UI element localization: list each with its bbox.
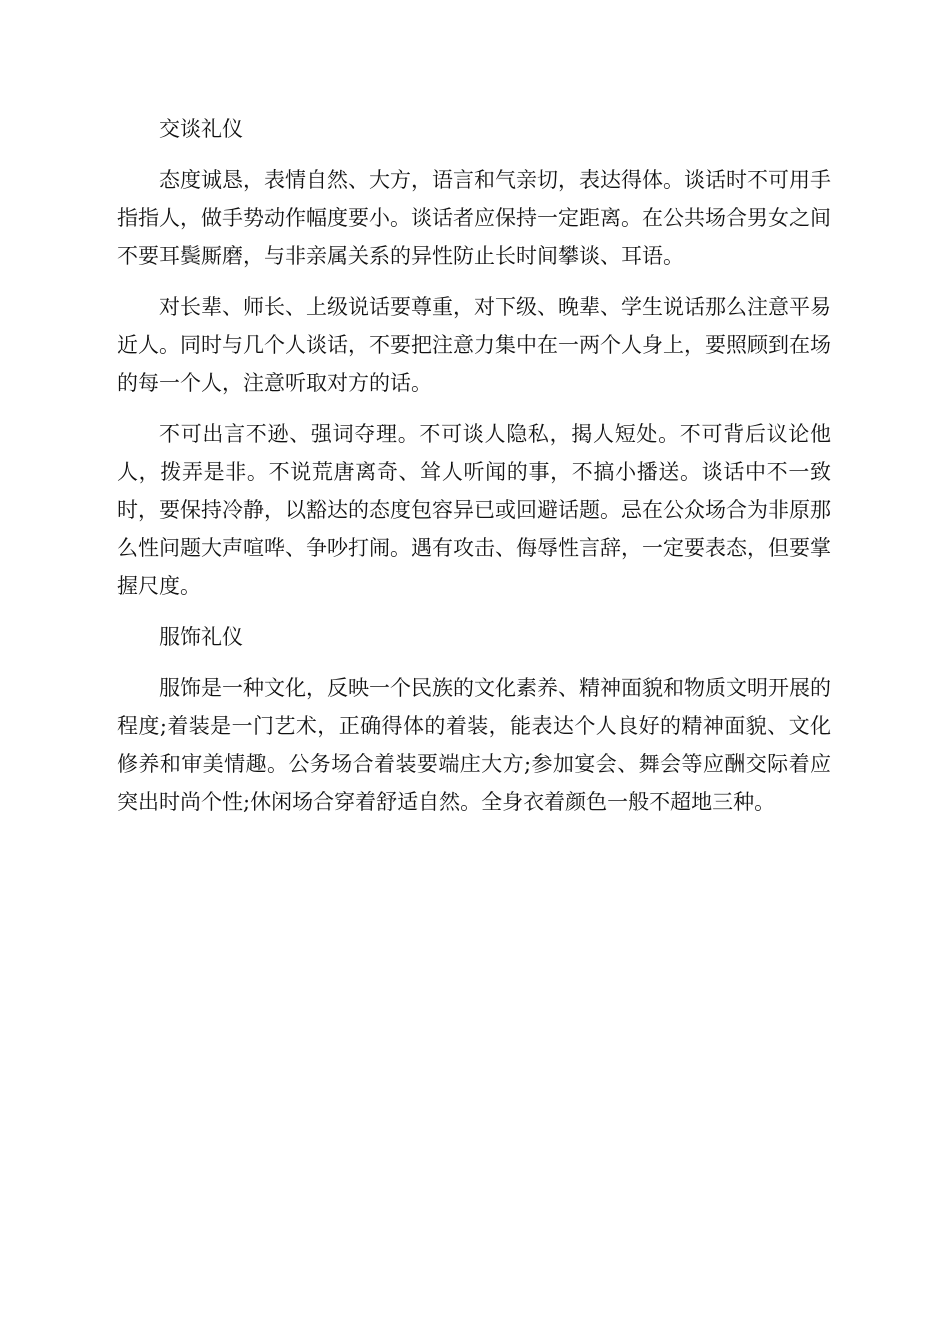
paragraph-conversation-2: 对长辈、师长、上级说话要尊重，对下级、晚辈、学生说话那么注意平易近人。同时与几个人谈话，不要把注意力集中在一两个人身上，要照顾到在场的每一个人，注意听取对方的话。 (117, 295, 831, 395)
paragraph-conversation-3: 不可出言不逊、强词夺理。不可谈人隐私，揭人短处。不可背后议论他人，拨弄是非。不说荒唐离奇、耸人听闻的事，不搞小播送。谈话中不一致时，要保持冷静，以豁达的态度包容异已或回避话题。忌在公众场合为非原那么性问题大声喧哗、争吵打闹。遇有攻击、侮辱性言辞，一定要表态，但要掌握尺度。 (117, 422, 831, 598)
paragraph-attire-1: 服饰是一种文化，反映一个民族的文化素养、精神面貌和物质文明开展的程度;着装是一门艺术，正确得体的着装，能表达个人良好的精神面貌、文化修养和审美情趣。公务场合着装要端庄大方;参加宴会、舞会等应酬交际着应突出时尚个性;休闲场合穿着舒适自然。全身衣着颜色一般不超地三种。 (117, 676, 831, 814)
paragraph-conversation-1: 态度诚恳，表情自然、大方，语言和气亲切，表达得体。谈话时不可用手指指人，做手势动作幅度要小。谈话者应保持一定距离。在公共场合男女之间不要耳鬓厮磨，与非亲属关系的异性防止长时间攀谈、耳语。 (117, 168, 831, 268)
section-heading-attire: 服饰礼仪 (159, 625, 243, 649)
document-page (117, 110, 831, 834)
section-heading-conversation: 交谈礼仪 (159, 117, 243, 141)
